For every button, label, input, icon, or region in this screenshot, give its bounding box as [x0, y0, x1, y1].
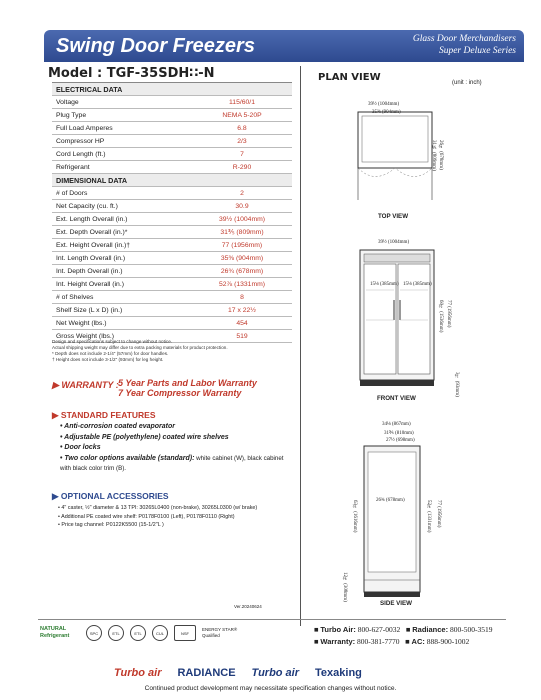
spec-value: 519 [192, 330, 292, 343]
table-row [52, 148, 292, 161]
optional-accessories-title: ▶ OPTIONAL ACCESSORIES [52, 491, 169, 501]
table-row [52, 122, 292, 135]
list-item: • Anti-corrosion coated evaporator [60, 423, 175, 430]
table-row [52, 161, 292, 174]
dim-top-inner-width: 35⅜ (904mm) [372, 110, 401, 115]
table-row [52, 200, 292, 213]
spec-label: Ext. Depth Overall (in.)* [52, 226, 192, 239]
spec-label: Ext. Height Overall (in.)† [52, 239, 192, 252]
version-label: Ver.20240624 [234, 604, 262, 609]
spec-value: 7 [192, 148, 292, 161]
spec-label: Full Load Amperes [52, 122, 192, 135]
dim-side-height-3: 77 (1956mm) [436, 500, 441, 528]
optional-accessories-list [58, 504, 298, 530]
cert-logos [40, 625, 238, 641]
brand-logos [114, 667, 362, 679]
cert-logo: ETL [130, 625, 146, 641]
spec-label: Compressor HP [52, 135, 192, 148]
spec-value: 2/3 [192, 135, 292, 148]
brand-logo: RADIANCE [177, 667, 236, 679]
table-row [52, 135, 292, 148]
energy-star-logo: ENERGY STAR® Qualified [202, 627, 238, 638]
spec-value: 39½ (1004mm) [192, 213, 292, 226]
table-row [52, 109, 292, 122]
spec-value: 30.9 [192, 200, 292, 213]
brand-logo: Texaking [315, 667, 362, 679]
table-row [52, 96, 292, 109]
table-row [52, 213, 292, 226]
table-row [52, 226, 292, 239]
list-item: • 4" caster, ½" diameter & 13 TPI: 30265L0400 (non-brake), 30265L0300 (w/ brake) [58, 505, 258, 511]
spec-value: NEMA 5-20P [192, 109, 292, 122]
table-row [52, 239, 292, 252]
dim-side-depth-3: 27½ (698mm) [386, 438, 415, 443]
dim-side-depth-2: 31⅗ (810mm) [384, 431, 414, 436]
spec-value: 35⅜ (904mm) [192, 252, 292, 265]
optional-title-text: OPTIONAL ACCESSORIES [60, 491, 169, 501]
spec-value: 6.8 [192, 122, 292, 135]
spec-label: Refrigerant [52, 161, 192, 174]
table-row [52, 187, 292, 200]
section-title: ELECTRICAL DATA [52, 83, 292, 96]
spec-value: 115/60/1 [192, 96, 292, 109]
dim-front-total-height: 77 (1956mm) [446, 300, 451, 328]
dim-front-right-door: 15⅛ (385mm) [403, 282, 432, 287]
spec-label: Shelf Size (L x D) (in.) [52, 304, 192, 317]
header-sub1: Glass Door Merchandisers [412, 34, 516, 44]
spec-label: Gross Weight (lbs.) [52, 330, 192, 343]
spec-label: Int. Length Overall (in.) [52, 252, 192, 265]
list-item: • Price tag channel: P0122K5500 (15-1/2"L ) [58, 522, 164, 528]
spec-value: 8 [192, 291, 292, 304]
spec-label: # of Doors [52, 187, 192, 200]
footer-note: Continued product development may necessitate specification changes without notice. [144, 685, 397, 692]
note-line: * Depth does not include 2-1/4" (57mm) for door handles. [52, 351, 169, 356]
top-view-label: TOP VIEW [378, 213, 409, 220]
list-item: • Adjustable PE (polyethylene) coated wire shelves [60, 433, 229, 441]
header-banner [44, 30, 524, 62]
cert-logo: SPC [86, 625, 102, 641]
front-view-diagram [350, 240, 450, 390]
header-sub2: Super Deluxe Series [438, 46, 516, 56]
spec-value: 77 (1956mm) [192, 239, 292, 252]
note-line: † Height does not include 3-1/2" (93mm) for leg height. [52, 357, 164, 362]
list-item: • Door locks [60, 444, 101, 451]
warranty-lines [118, 378, 257, 398]
dim-front-height: 60½ (1536mm) [438, 300, 443, 333]
note-line: Actual shipping weight may differ due to extra packing materials for product protection. [52, 345, 228, 350]
natural-refrigerant-logo: NATURAL Refrigerant [40, 626, 70, 639]
spec-section-header [52, 83, 292, 96]
dim-front-left-door: 15⅛ (385mm) [370, 282, 399, 287]
dim-side-height-1: 63⅔ (1616mm) [352, 500, 357, 533]
warranty-label-text: WARRANTY : [61, 380, 119, 390]
spec-label: # of Shelves [52, 291, 192, 304]
spec-value: R-290 [192, 161, 292, 174]
standard-features-title: ▶ STANDARD FEATURES [52, 410, 156, 420]
dim-side-leg: 12⅛ (308mm) [342, 572, 347, 602]
plan-view-title: PLAN VIEW [318, 72, 381, 83]
dim-top-inner-depth: 26¾ (678mm) [438, 140, 443, 170]
warranty-line: 5 Year Parts and Labor Warranty [118, 378, 257, 388]
spec-table [52, 82, 292, 343]
cert-logo: CUL [152, 625, 168, 641]
side-view-label: SIDE VIEW [380, 600, 412, 607]
warranty-label: ▶ WARRANTY : [52, 380, 119, 390]
spec-value: 17 x 22½ [192, 304, 292, 317]
spec-section-header [52, 174, 292, 187]
dim-top-width: 39½ (1004mm) [368, 102, 400, 107]
spec-label: Net Capacity (cu. ft.) [52, 200, 192, 213]
table-row [52, 317, 292, 330]
list-item: • Two color options available (standard): white cabinet (W), black cabinet with black color trim (B). [60, 454, 284, 472]
model-number: Model : TGF-35SDH∷-N [48, 66, 215, 81]
spec-value: 454 [192, 317, 292, 330]
spec-label: Ext. Length Overall (in.) [52, 213, 192, 226]
dim-side-inner-depth: 26¾ (678mm) [376, 498, 405, 503]
table-row [52, 278, 292, 291]
dim-top-depth: 31⅗ (809mm) [431, 140, 436, 171]
list-item: • Additional PE coated wire shelf: P0178F0100 (Left), P0178F0110 (Right) [58, 513, 235, 520]
standard-features-list [60, 422, 290, 475]
dim-side-height-2: 52⅞ (1331mm) [426, 500, 431, 533]
header-subtitle [413, 33, 516, 57]
contact-info: ■ Turbo Air: 800-627-0032 ■ Radiance: 800-500-3519 ■ Warranty: 800-381-7770 ■ AC: 888-900-1002 [314, 625, 493, 646]
table-row [52, 265, 292, 278]
divider [300, 66, 301, 626]
dim-side-depth-1: 34⅛ (867mm) [382, 422, 411, 427]
warranty-line: 7 Year Compressor Warranty [118, 388, 242, 398]
spec-label: Cord Length (ft.) [52, 148, 192, 161]
spec-label: Net Weight (lbs.) [52, 317, 192, 330]
dim-front-leg: 3½ (93mm) [454, 372, 459, 397]
dim-front-width: 39½ (1004mm) [378, 240, 410, 245]
section-title: DIMENSIONAL DATA [52, 174, 292, 187]
spec-label: Int. Height Overall (in.) [52, 278, 192, 291]
brand-logo: Turbo air [251, 667, 300, 679]
spec-notes [52, 339, 228, 363]
spec-value: 52⅞ (1331mm) [192, 278, 292, 291]
spec-label: Plug Type [52, 109, 192, 122]
front-view-label: FRONT VIEW [377, 395, 416, 402]
table-row [52, 304, 292, 317]
spec-value: 26¾ (678mm) [192, 265, 292, 278]
table-row [52, 252, 292, 265]
footer-divider [38, 619, 506, 620]
spec-label: Voltage [52, 96, 192, 109]
spec-value: 31⅗ (809mm) [192, 226, 292, 239]
brand-logo: Turbo air [114, 667, 162, 679]
spec-value: 2 [192, 187, 292, 200]
cert-logo: ETL [108, 625, 124, 641]
table-row [52, 291, 292, 304]
page-title: Swing Door Freezers [56, 35, 255, 57]
unit-label: (unit : inch) [452, 80, 482, 86]
standard-title-text: STANDARD FEATURES [60, 410, 156, 420]
note-line: Design and specifications subject to change without notice. [52, 339, 173, 344]
spec-label: Int. Depth Overall (in.) [52, 265, 192, 278]
cert-logo: NSF [174, 625, 196, 641]
